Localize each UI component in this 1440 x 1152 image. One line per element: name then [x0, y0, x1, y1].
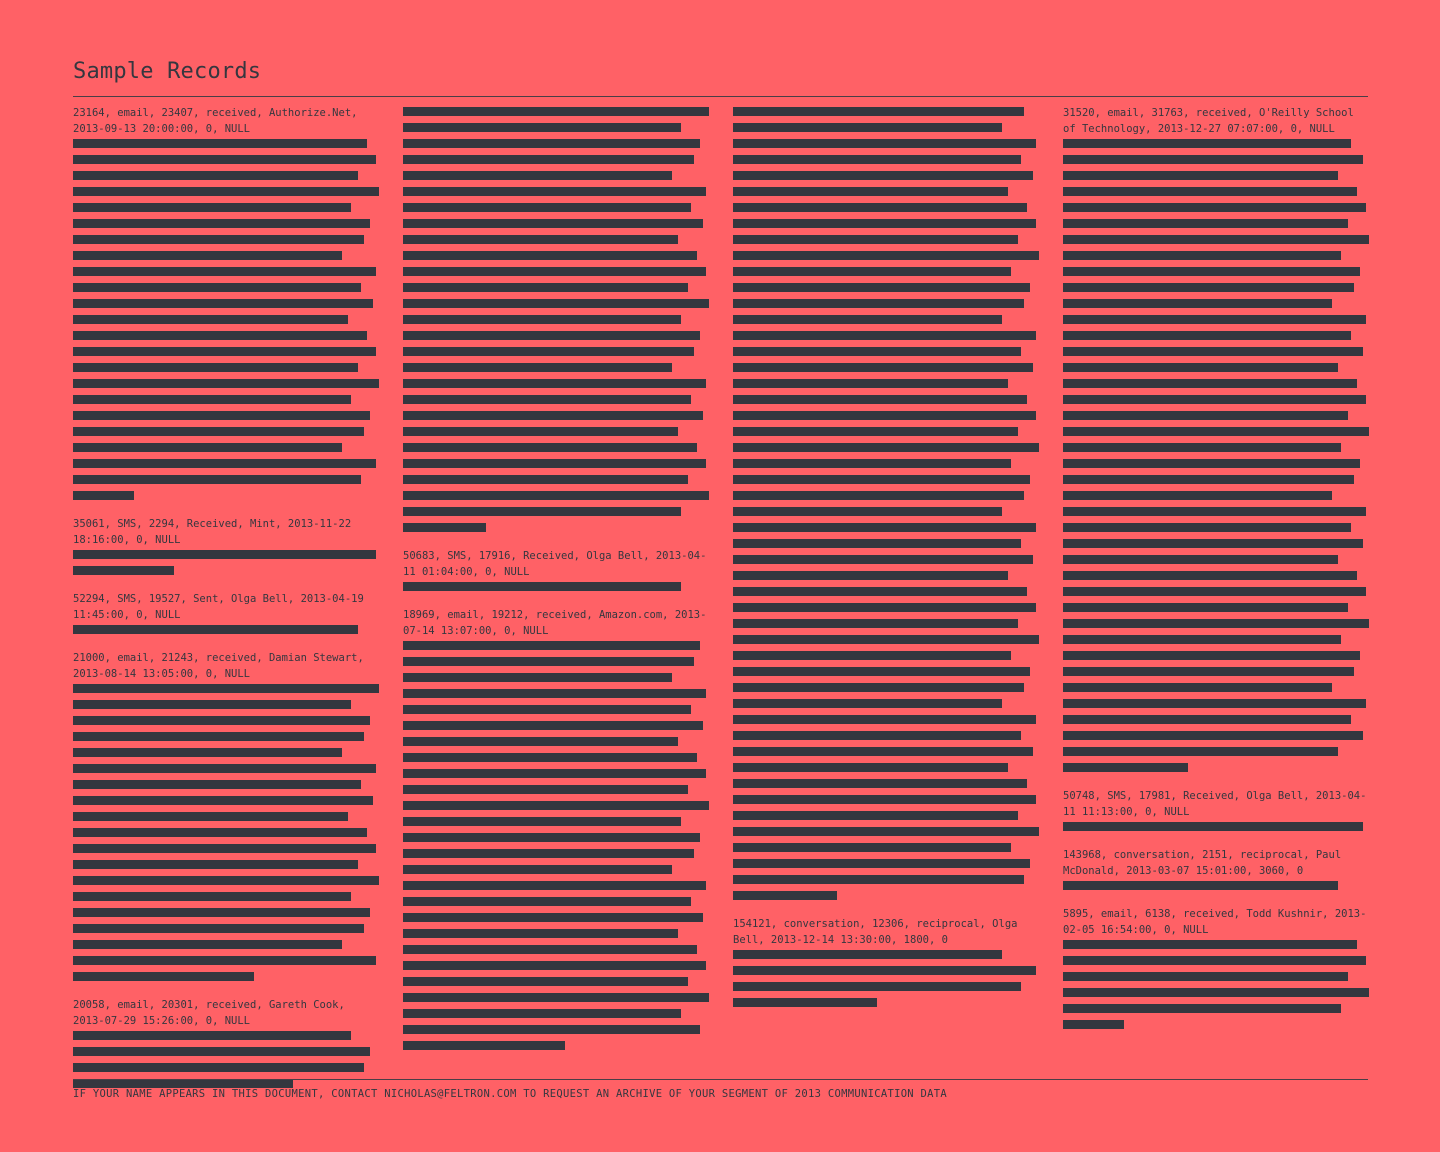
redaction-bar: [1063, 251, 1341, 260]
redacted-body: [403, 641, 709, 1050]
record-header: 35061, SMS, 2294, Received, Mint, 2013-11-22 18:16:00, 0, NULL: [73, 518, 358, 546]
redaction-bar: [403, 107, 709, 116]
redaction-bar: [403, 427, 678, 436]
redaction-bar: [733, 459, 1011, 468]
record-entry: [1063, 847, 1369, 890]
redaction-bar: [1063, 427, 1369, 436]
redaction-bar: [73, 812, 348, 821]
redacted-body: [1063, 881, 1369, 890]
redaction-bar: [733, 795, 1036, 804]
redaction-bar: [403, 977, 688, 986]
redaction-bar: [73, 155, 376, 164]
redaction-bar: [73, 251, 342, 260]
redaction-bar: [403, 251, 697, 260]
footer-divider: [73, 1079, 1368, 1080]
redaction-bar: [403, 865, 672, 874]
redaction-bar: [73, 764, 376, 773]
redaction-bar: [73, 780, 361, 789]
redaction-bar: [1063, 988, 1369, 997]
record-entry: [403, 548, 709, 591]
redaction-bar: [733, 155, 1021, 164]
redaction-bar: [1063, 651, 1360, 660]
redaction-bar: [733, 950, 1002, 959]
record-header: 31520, email, 31763, received, O'Reilly School of Technology, 2013-12-27 07:07:00, 0, NULL: [1063, 107, 1361, 135]
redacted-body: [73, 550, 379, 575]
redaction-bar: [73, 1031, 351, 1040]
redaction-bar: [403, 283, 688, 292]
redaction-bar: [733, 363, 1033, 372]
redaction-bar: [73, 283, 361, 292]
redacted-body: [73, 625, 379, 634]
redaction-bar: [1063, 315, 1366, 324]
redaction-bar: [733, 395, 1027, 404]
redaction-bar: [403, 945, 697, 954]
redaction-bar: [403, 315, 681, 324]
redaction-bar: [403, 123, 681, 132]
record-entry: [1063, 105, 1369, 772]
records-column-3: [733, 105, 1039, 1023]
redaction-bar: [73, 491, 134, 500]
footer-note: IF YOUR NAME APPEARS IN THIS DOCUMENT, CONTACT NICHOLAS@FELTRON.COM TO REQUEST AN ARCHIVE OF YOUR SEGMENT OF 2013 COMMUNICATION DATA: [73, 1088, 948, 1100]
redaction-bar: [73, 395, 351, 404]
redaction-bar: [1063, 555, 1338, 564]
redaction-bar: [73, 267, 376, 276]
redaction-bar: [1063, 940, 1357, 949]
redaction-bar: [1063, 1020, 1124, 1029]
redaction-bar: [733, 379, 1008, 388]
record-header: 50748, SMS, 17981, Received, Olga Bell, 2013-04-11 11:13:00, 0, NULL: [1063, 790, 1367, 818]
redaction-bar: [403, 913, 703, 922]
redaction-bar: [403, 769, 706, 778]
redaction-bar: [1063, 363, 1338, 372]
redaction-bar: [733, 203, 1027, 212]
redaction-bar: [73, 347, 376, 356]
redaction-bar: [733, 715, 1036, 724]
redaction-bar: [403, 139, 700, 148]
redaction-bar: [1063, 283, 1354, 292]
redaction-bar: [1063, 603, 1348, 612]
redaction-bar: [403, 737, 678, 746]
redaction-bar: [733, 619, 1018, 628]
record-header: 143968, conversation, 2151, reciprocal, Paul McDonald, 2013-03-07 15:01:00, 3060, 0: [1063, 849, 1348, 877]
redaction-bar: [1063, 587, 1366, 596]
redaction-bar: [73, 171, 358, 180]
redaction-bar: [733, 571, 1008, 580]
records-column-4: [1063, 105, 1369, 1045]
redaction-bar: [1063, 171, 1338, 180]
redaction-bar: [73, 459, 376, 468]
redaction-bar: [403, 187, 706, 196]
redaction-bar: [733, 731, 1021, 740]
redaction-bar: [403, 299, 709, 308]
redaction-bar: [403, 1041, 565, 1050]
redaction-bar: [73, 972, 254, 981]
redaction-bar: [733, 635, 1039, 644]
redaction-bar: [403, 673, 672, 682]
record-entry: [733, 916, 1039, 1007]
redaction-bar: [733, 283, 1030, 292]
redaction-bar: [73, 379, 379, 388]
redaction-bar: [733, 523, 1036, 532]
redaction-bar: [733, 587, 1027, 596]
redaction-bar: [73, 700, 351, 709]
redaction-bar: [403, 443, 697, 452]
redaction-bar: [403, 689, 706, 698]
redaction-bar: [73, 315, 348, 324]
redaction-bar: [73, 299, 373, 308]
redaction-bar: [733, 667, 1030, 676]
redaction-bar: [1063, 475, 1354, 484]
redaction-bar: [403, 475, 688, 484]
record-header: 23164, email, 23407, received, Authorize.Net, 2013-09-13 20:00:00, 0, NULL: [73, 107, 364, 135]
record-header: 154121, conversation, 12306, reciprocal, Olga Bell, 2013-12-14 13:30:00, 1800, 0: [733, 918, 1024, 946]
redaction-bar: [733, 187, 1008, 196]
redaction-bar: [1063, 635, 1341, 644]
redaction-bar: [1063, 187, 1357, 196]
redaction-bar: [733, 331, 1036, 340]
header-divider: [73, 96, 1368, 97]
redaction-bar: [73, 956, 376, 965]
redaction-bar: [73, 732, 364, 741]
redaction-bar: [733, 427, 1018, 436]
redaction-bar: [403, 219, 703, 228]
redaction-bar: [1063, 715, 1351, 724]
redaction-bar: [403, 155, 694, 164]
redaction-bar: [1063, 347, 1363, 356]
redaction-bar: [733, 443, 1039, 452]
redaction-bar: [1063, 395, 1366, 404]
redaction-bar: [73, 550, 376, 559]
redaction-bar: [73, 363, 358, 372]
redaction-bar: [73, 203, 351, 212]
redaction-bar: [733, 603, 1036, 612]
redaction-bar: [733, 219, 1036, 228]
redaction-bar: [733, 891, 837, 900]
redacted-body: [73, 139, 379, 500]
redaction-bar: [73, 876, 379, 885]
redaction-bar: [73, 796, 373, 805]
redaction-bar: [733, 763, 1008, 772]
redaction-bar: [733, 998, 877, 1007]
redaction-bar: [73, 475, 361, 484]
redaction-bar: [1063, 763, 1188, 772]
redaction-bar: [1063, 619, 1369, 628]
redaction-bar: [733, 475, 1030, 484]
redacted-body: [1063, 139, 1369, 772]
redaction-bar: [1063, 956, 1366, 965]
redacted-body: [733, 107, 1039, 900]
redaction-bar: [733, 811, 1018, 820]
redaction-bar: [403, 459, 706, 468]
redaction-bar: [73, 187, 379, 196]
redaction-bar: [733, 491, 1024, 500]
redaction-bar: [403, 171, 672, 180]
record-entry: [403, 607, 709, 1050]
redaction-bar: [1063, 379, 1357, 388]
redaction-bar: [733, 139, 1036, 148]
redaction-bar: [1063, 219, 1348, 228]
redaction-bar: [1063, 747, 1338, 756]
redaction-bar: [1063, 507, 1366, 516]
redaction-bar: [403, 929, 678, 938]
record-entry: [1063, 788, 1369, 831]
redaction-bar: [73, 331, 367, 340]
redaction-bar: [73, 828, 367, 837]
redaction-bar: [733, 235, 1018, 244]
record-entry: [73, 591, 379, 634]
redaction-bar: [733, 539, 1021, 548]
redaction-bar: [1063, 443, 1341, 452]
redaction-bar: [733, 411, 1036, 420]
redaction-bar: [733, 875, 1024, 884]
redaction-bar: [1063, 683, 1332, 692]
redaction-bar: [403, 379, 706, 388]
redaction-bar: [73, 892, 351, 901]
redaction-bar: [733, 171, 1033, 180]
redaction-bar: [73, 411, 370, 420]
redaction-bar: [1063, 235, 1369, 244]
redaction-bar: [403, 331, 700, 340]
redaction-bar: [73, 940, 342, 949]
redaction-bar: [733, 747, 1033, 756]
redaction-bar: [73, 1079, 293, 1088]
redaction-bar: [733, 827, 1039, 836]
record-header: 18969, email, 19212, received, Amazon.com, 2013-07-14 13:07:00, 0, NULL: [403, 609, 707, 637]
record-entry: [73, 650, 379, 981]
redaction-bar: [403, 753, 697, 762]
redaction-bar: [733, 267, 1011, 276]
redacted-body: [733, 950, 1039, 1007]
redaction-bar: [1063, 539, 1363, 548]
record-entry: [1063, 906, 1369, 1029]
redaction-bar: [403, 491, 709, 500]
redaction-bar: [733, 683, 1024, 692]
redaction-bar: [73, 924, 364, 933]
redaction-bar: [733, 966, 1036, 975]
records-column-1: [73, 105, 379, 1104]
record-entry: [73, 997, 379, 1088]
redaction-bar: [73, 235, 364, 244]
redaction-bar: [403, 411, 703, 420]
record-header: 50683, SMS, 17916, Received, Olga Bell, 2013-04-11 01:04:00, 0, NULL: [403, 550, 707, 578]
redaction-bar: [403, 881, 706, 890]
redaction-bar: [73, 1063, 364, 1072]
redaction-bar: [733, 651, 1011, 660]
redaction-bar: [73, 219, 370, 228]
redaction-bar: [403, 235, 678, 244]
record-header: 5895, email, 6138, received, Todd Kushnir, 2013-02-05 16:54:00, 0, NULL: [1063, 908, 1367, 936]
redaction-bar: [1063, 491, 1332, 500]
record-entry: [403, 107, 709, 532]
redaction-bar: [73, 748, 342, 757]
redaction-bar: [73, 684, 379, 693]
redaction-bar: [403, 897, 691, 906]
redaction-bar: [733, 859, 1030, 868]
redaction-bar: [73, 427, 364, 436]
redaction-bar: [1063, 267, 1360, 276]
redaction-bar: [1063, 331, 1351, 340]
redaction-bar: [1063, 203, 1366, 212]
redaction-bar: [733, 251, 1039, 260]
redaction-bar: [403, 849, 694, 858]
redaction-bar: [73, 860, 358, 869]
redaction-bar: [733, 843, 1011, 852]
redaction-bar: [403, 347, 694, 356]
redaction-bar: [733, 315, 1002, 324]
redaction-bar: [73, 1047, 370, 1056]
redaction-bar: [1063, 822, 1363, 831]
redaction-bar: [403, 785, 688, 794]
redaction-bar: [73, 844, 376, 853]
records-column-2: [403, 105, 709, 1066]
redaction-bar: [1063, 411, 1348, 420]
redaction-bar: [403, 582, 681, 591]
redaction-bar: [403, 1009, 681, 1018]
redaction-bar: [73, 625, 358, 634]
redacted-body: [403, 107, 709, 532]
redacted-body: [403, 582, 709, 591]
redaction-bar: [733, 699, 1002, 708]
redaction-bar: [403, 961, 706, 970]
redaction-bar: [73, 139, 367, 148]
redaction-bar: [1063, 699, 1366, 708]
record-header: 20058, email, 20301, received, Gareth Cook, 2013-07-29 15:26:00, 0, NULL: [73, 999, 352, 1027]
redaction-bar: [403, 363, 672, 372]
redaction-bar: [1063, 155, 1363, 164]
redacted-body: [73, 684, 379, 981]
redaction-bar: [733, 299, 1024, 308]
redaction-bar: [733, 555, 1033, 564]
record-header: 52294, SMS, 19527, Sent, Olga Bell, 2013-04-19 11:45:00, 0, NULL: [73, 593, 371, 621]
redaction-bar: [403, 523, 486, 532]
record-header: 21000, email, 21243, received, Damian Stewart, 2013-08-14 13:05:00, 0, NULL: [73, 652, 371, 680]
redaction-bar: [733, 347, 1021, 356]
redaction-bar: [1063, 523, 1351, 532]
redaction-bar: [403, 801, 709, 810]
redaction-bar: [733, 123, 1002, 132]
record-entry: [73, 105, 379, 500]
redaction-bar: [1063, 299, 1332, 308]
redaction-bar: [403, 641, 700, 650]
redaction-bar: [403, 507, 681, 516]
redaction-bar: [1063, 571, 1357, 580]
redaction-bar: [403, 705, 691, 714]
redaction-bar: [403, 993, 709, 1002]
redaction-bar: [733, 779, 1027, 788]
redaction-bar: [1063, 731, 1363, 740]
record-entry: [73, 516, 379, 575]
record-entry: [733, 107, 1039, 900]
redacted-body: [1063, 822, 1369, 831]
redaction-bar: [73, 443, 342, 452]
page-title: Sample Records: [73, 59, 262, 84]
redaction-bar: [73, 908, 370, 917]
redaction-bar: [403, 721, 703, 730]
redaction-bar: [73, 566, 174, 575]
redaction-bar: [73, 716, 370, 725]
redaction-bar: [403, 657, 694, 666]
redaction-bar: [403, 833, 700, 842]
redaction-bar: [403, 203, 691, 212]
redaction-bar: [403, 395, 691, 404]
redaction-bar: [1063, 972, 1348, 981]
redaction-bar: [403, 1025, 700, 1034]
redaction-bar: [403, 817, 681, 826]
redaction-bar: [733, 507, 1002, 516]
redaction-bar: [733, 107, 1024, 116]
redaction-bar: [733, 982, 1021, 991]
redaction-bar: [1063, 667, 1354, 676]
redaction-bar: [1063, 881, 1338, 890]
redaction-bar: [1063, 139, 1351, 148]
redaction-bar: [1063, 459, 1360, 468]
redaction-bar: [1063, 1004, 1341, 1013]
redaction-bar: [403, 267, 706, 276]
redacted-body: [1063, 940, 1369, 1029]
